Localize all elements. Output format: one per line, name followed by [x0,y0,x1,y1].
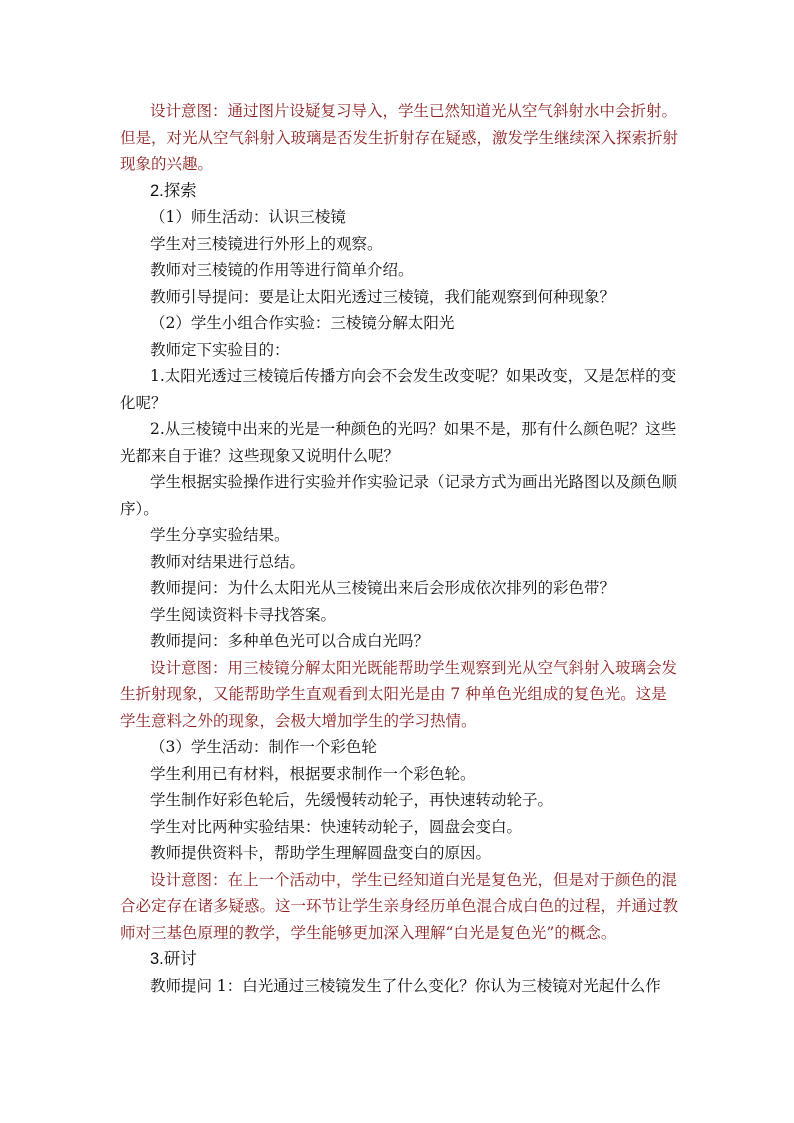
paragraph: 学生利用已有材料，根据要求制作一个彩色轮。 [150,764,476,783]
design-intent-3: 设计意图：在上一个活动中，学生已经知道白光是复色光，但是对于颜色的混合必定存在诸多疑惑。这一环节让学生亲身经历单色混合成白色的过程，并通过教师对三基色原理的教学，学生能够更加深入理解“白光是复色光”的概念。 [120,870,679,942]
paragraph: 教师对结果进行总结。 [150,552,306,571]
design-intent-2: 设计意图：用三棱镜分解太阳光既能帮助学生观察到光从空气斜射入玻璃会发生折射现象，又能帮助学生直观看到太阳光是由 7 种单色光组成的复色光。这是学生意料之外的现象，会极大增加学生的学习热情。 [120,658,678,730]
paragraph: 学生分享实验结果。 [150,526,290,544]
paragraph: 教师提问：多种单色光可以合成白光吗？ [150,632,430,650]
paragraph: 教师提问：为什么太阳光从三棱镜出来后会形成依次排列的彩色带？ [150,579,616,597]
paragraph: 教师引导提问：要是让太阳光透过三棱镜，我们能观察到何种现象？ [150,287,616,306]
document-body [120,98,680,999]
activity-2-title: （2）学生小组合作实验：三棱镜分解太阳光 [150,314,455,332]
paragraph: 学生对三棱镜进行外形上的观察。 [150,234,383,253]
design-intent-1: 设计意图：通过图片设疑复习导入，学生已然知道光从空气斜射水中会折射。但是，对光从空气斜射入玻璃是否发生折射存在疑惑，激发学生继续深入探索折射现象的兴趣。 [120,102,679,173]
paragraph: 教师提供资料卡，帮助学生理解圆盘变白的原因。 [150,844,492,862]
paragraph: 学生制作好彩色轮后，先缓慢转动轮子，再快速转动轮子。 [150,791,554,809]
paragraph: 教师提问 1：白光通过三棱镜发生了什么变化？你认为三棱镜对光起什么作 [150,976,661,995]
question-1: 1.太阳光透过三棱镜后传播方向会不会发生改变呢？如果改变，又是怎样的变化呢？ [120,367,677,412]
paragraph: 学生根据实验操作进行实验并作实验记录（记录方式为画出光路图以及颜色顺序）。 [120,473,678,518]
question-2: 2.从三棱镜中出来的光是一种颜色的光吗？如果不是，那有什么颜色呢？这些光都来自于谁？这些现象又说明什么呢？ [120,420,677,465]
activity-3-title: （3）学生活动：制作一个彩色轮 [150,738,377,756]
paragraph: 教师定下实验目的： [150,340,290,359]
paragraph: 学生阅读资料卡寻找答案。 [150,605,337,624]
section-heading-explore: 2.探索 [150,181,197,200]
activity-1-title: （1）师生活动：认识三棱镜 [150,208,346,226]
section-heading-discuss: 3.研讨 [150,950,197,968]
paragraph: 学生对比两种实验结果：快速转动轮子，圆盘会变白。 [150,817,523,836]
paragraph: 教师对三棱镜的作用等进行简单介绍。 [150,261,414,279]
